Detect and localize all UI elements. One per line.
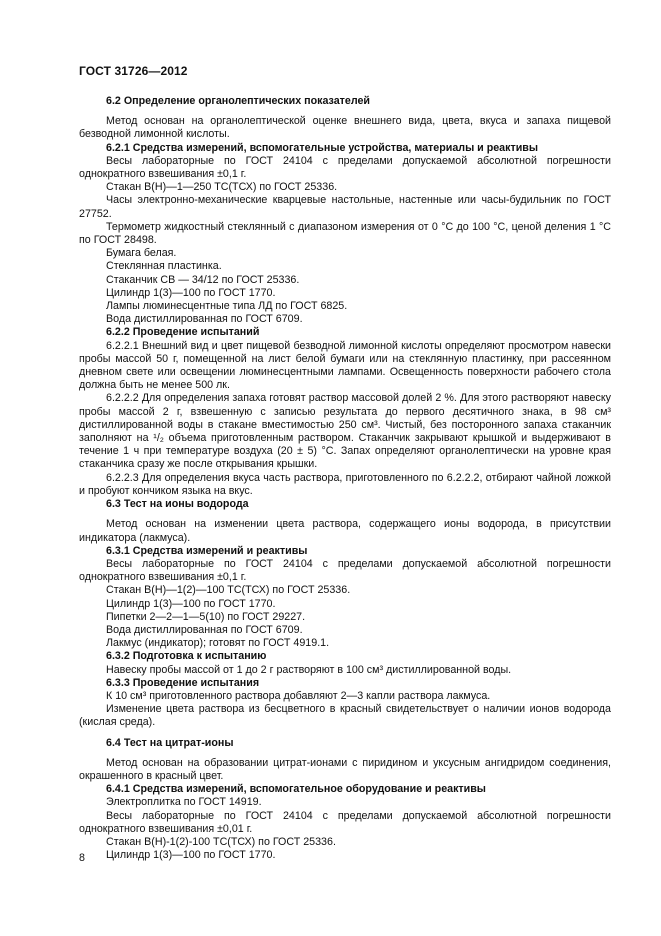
paragraph: 6.2.2.3 Для определения вкуса часть раствора, приготовленного по 6.2.2.2, отбирают чайной ложкой и пробуют кончиком языка на вкус. <box>79 471 611 497</box>
paragraph: Стакан В(Н)-1(2)-100 ТС(ТСХ) по ГОСТ 25336. <box>106 835 336 848</box>
paragraph: Цилиндр 1(3)—100 по ГОСТ 1770. <box>106 286 276 299</box>
paragraph: Электроплитка по ГОСТ 14919. <box>106 796 262 809</box>
paragraph: Метод основан на образовании цитрат-ионами с пиридином и уксусным ангидридом соединения, окрашенного в красный цвет. <box>79 756 611 782</box>
paragraph: Навеску пробы массой от 1 до 2 г растворяют в 100 см³ дистиллированной воды. <box>106 663 512 676</box>
section-heading: 6.3.2 Подготовка к испытанию <box>106 650 267 663</box>
section-heading: 6.4.1 Средства измерений, вспомогательное оборудование и реактивы <box>106 783 486 796</box>
paragraph: Вода дистиллированная по ГОСТ 6709. <box>106 623 303 636</box>
section-heading: 6.2.2 Проведение испытаний <box>106 326 260 339</box>
paragraph: Стакан В(Н)—1(2)—100 ТС(ТСХ) по ГОСТ 25336. <box>106 584 351 597</box>
section-heading: 6.3.1 Средства измерений и реактивы <box>106 544 308 557</box>
document-body <box>79 95 611 862</box>
paragraph: Лакмус (индикатор); готовят по ГОСТ 4919.1. <box>106 637 330 650</box>
paragraph: Стеклянная пластинка. <box>106 260 222 273</box>
paragraph: Метод основан на органолептической оценке внешнего вида, цвета, вкуса и запаха пищевой безводной лимонной кислоты. <box>79 115 611 141</box>
paragraph: Термометр жидкостный стеклянный с диапазоном измерения от 0 °С до 100 °С, ценой деления 1 °С по ГОСТ 28498. <box>79 220 611 247</box>
section-heading: 6.3.3 Проведение испытания <box>106 676 260 689</box>
page-number: 8 <box>79 852 85 864</box>
paragraph: 6.2.2.1 Внешний вид и цвет пищевой безводной лимонной кислоты определяют просмотром навески пробы массой 50 г, помещенной на лист белой бумаги или на стеклянную пластинку, при рассеянном дневном свете или освещении люминесцентными лампами. Освещенность поверхности рабочего стола должна быть не менее 500 лк. <box>79 339 611 392</box>
section-heading: 6.4 Тест на цитрат-ионы <box>106 736 234 749</box>
paragraph: Метод основан на изменении цвета раствора, содержащего ионы водорода, в присутствии индикатора (лакмуса). <box>79 518 611 544</box>
section-heading: 6.3 Тест на ионы водорода <box>106 498 249 511</box>
section-heading: 6.2 Определение органолептических показателей <box>106 95 370 107</box>
paragraph: Весы лабораторные по ГОСТ 24104 с пределами допускаемой абсолютной погрешности однократного взвешивания ±0,1 г. <box>79 154 611 181</box>
paragraph: Вода дистиллированная по ГОСТ 6709. <box>106 313 303 326</box>
paragraph: Весы лабораторные по ГОСТ 24104 с пределами допускаемой абсолютной погрешности однократного взвешивания ±0,1 г. <box>79 557 611 584</box>
paragraph: Пипетки 2—2—1—5(10) по ГОСТ 29227. <box>106 610 306 623</box>
section-heading: 6.2.1 Средства измерений, вспомогательные устройства, материалы и реактивы <box>106 141 538 154</box>
paragraph: Часы электронно-механические кварцевые настольные, настенные или часы-будильник по ГОСТ 27752. <box>79 194 611 220</box>
paragraph: К 10 см³ приготовленного раствора добавляют 2—3 капли раствора лакмуса. <box>106 689 491 702</box>
paragraph: 6.2.2.2 Для определения запаха готовят раствор массовой долей 2 %. Для этого растворяют навеску пробы массой 2 г, взвешенную с записью результата до первого десятичного знака, в 98 см³ дистиллированной воды в стакане вместимостью 250 см³. Чистый, без посторонного запаха стаканчик заполняют на ¹/₂ объема приготовленным раствором. Стаканчик закрывают крышкой и выдерживают в течение 1 ч при температуре воздуха (20 ± 5) °С. Запах определяют органолептически на уровне края стаканчика сразу же после открывания крышки. <box>79 392 611 471</box>
paragraph: Бумага белая. <box>106 247 177 260</box>
paragraph: Изменение цвета раствора из бесцветного в красный свидетельствует о наличии ионов водорода (кислая среда). <box>79 703 611 729</box>
paragraph: Стаканчик СВ — 34/12 по ГОСТ 25336. <box>106 273 300 286</box>
paragraph: Стакан В(Н)—1—250 ТС(ТСХ) по ГОСТ 25336. <box>106 181 338 194</box>
paragraph: Весы лабораторные по ГОСТ 24104 с пределами допускаемой абсолютной погрешности однократного взвешивания ±0,01 г. <box>79 809 611 835</box>
paragraph: Лампы люминесцентные типа ЛД по ГОСТ 6825. <box>106 300 348 313</box>
paragraph: Цилиндр 1(3)—100 по ГОСТ 1770. <box>106 849 276 862</box>
paragraph: Цилиндр 1(3)—100 по ГОСТ 1770. <box>106 597 276 610</box>
document-header: ГОСТ 31726—2012 <box>79 64 188 78</box>
